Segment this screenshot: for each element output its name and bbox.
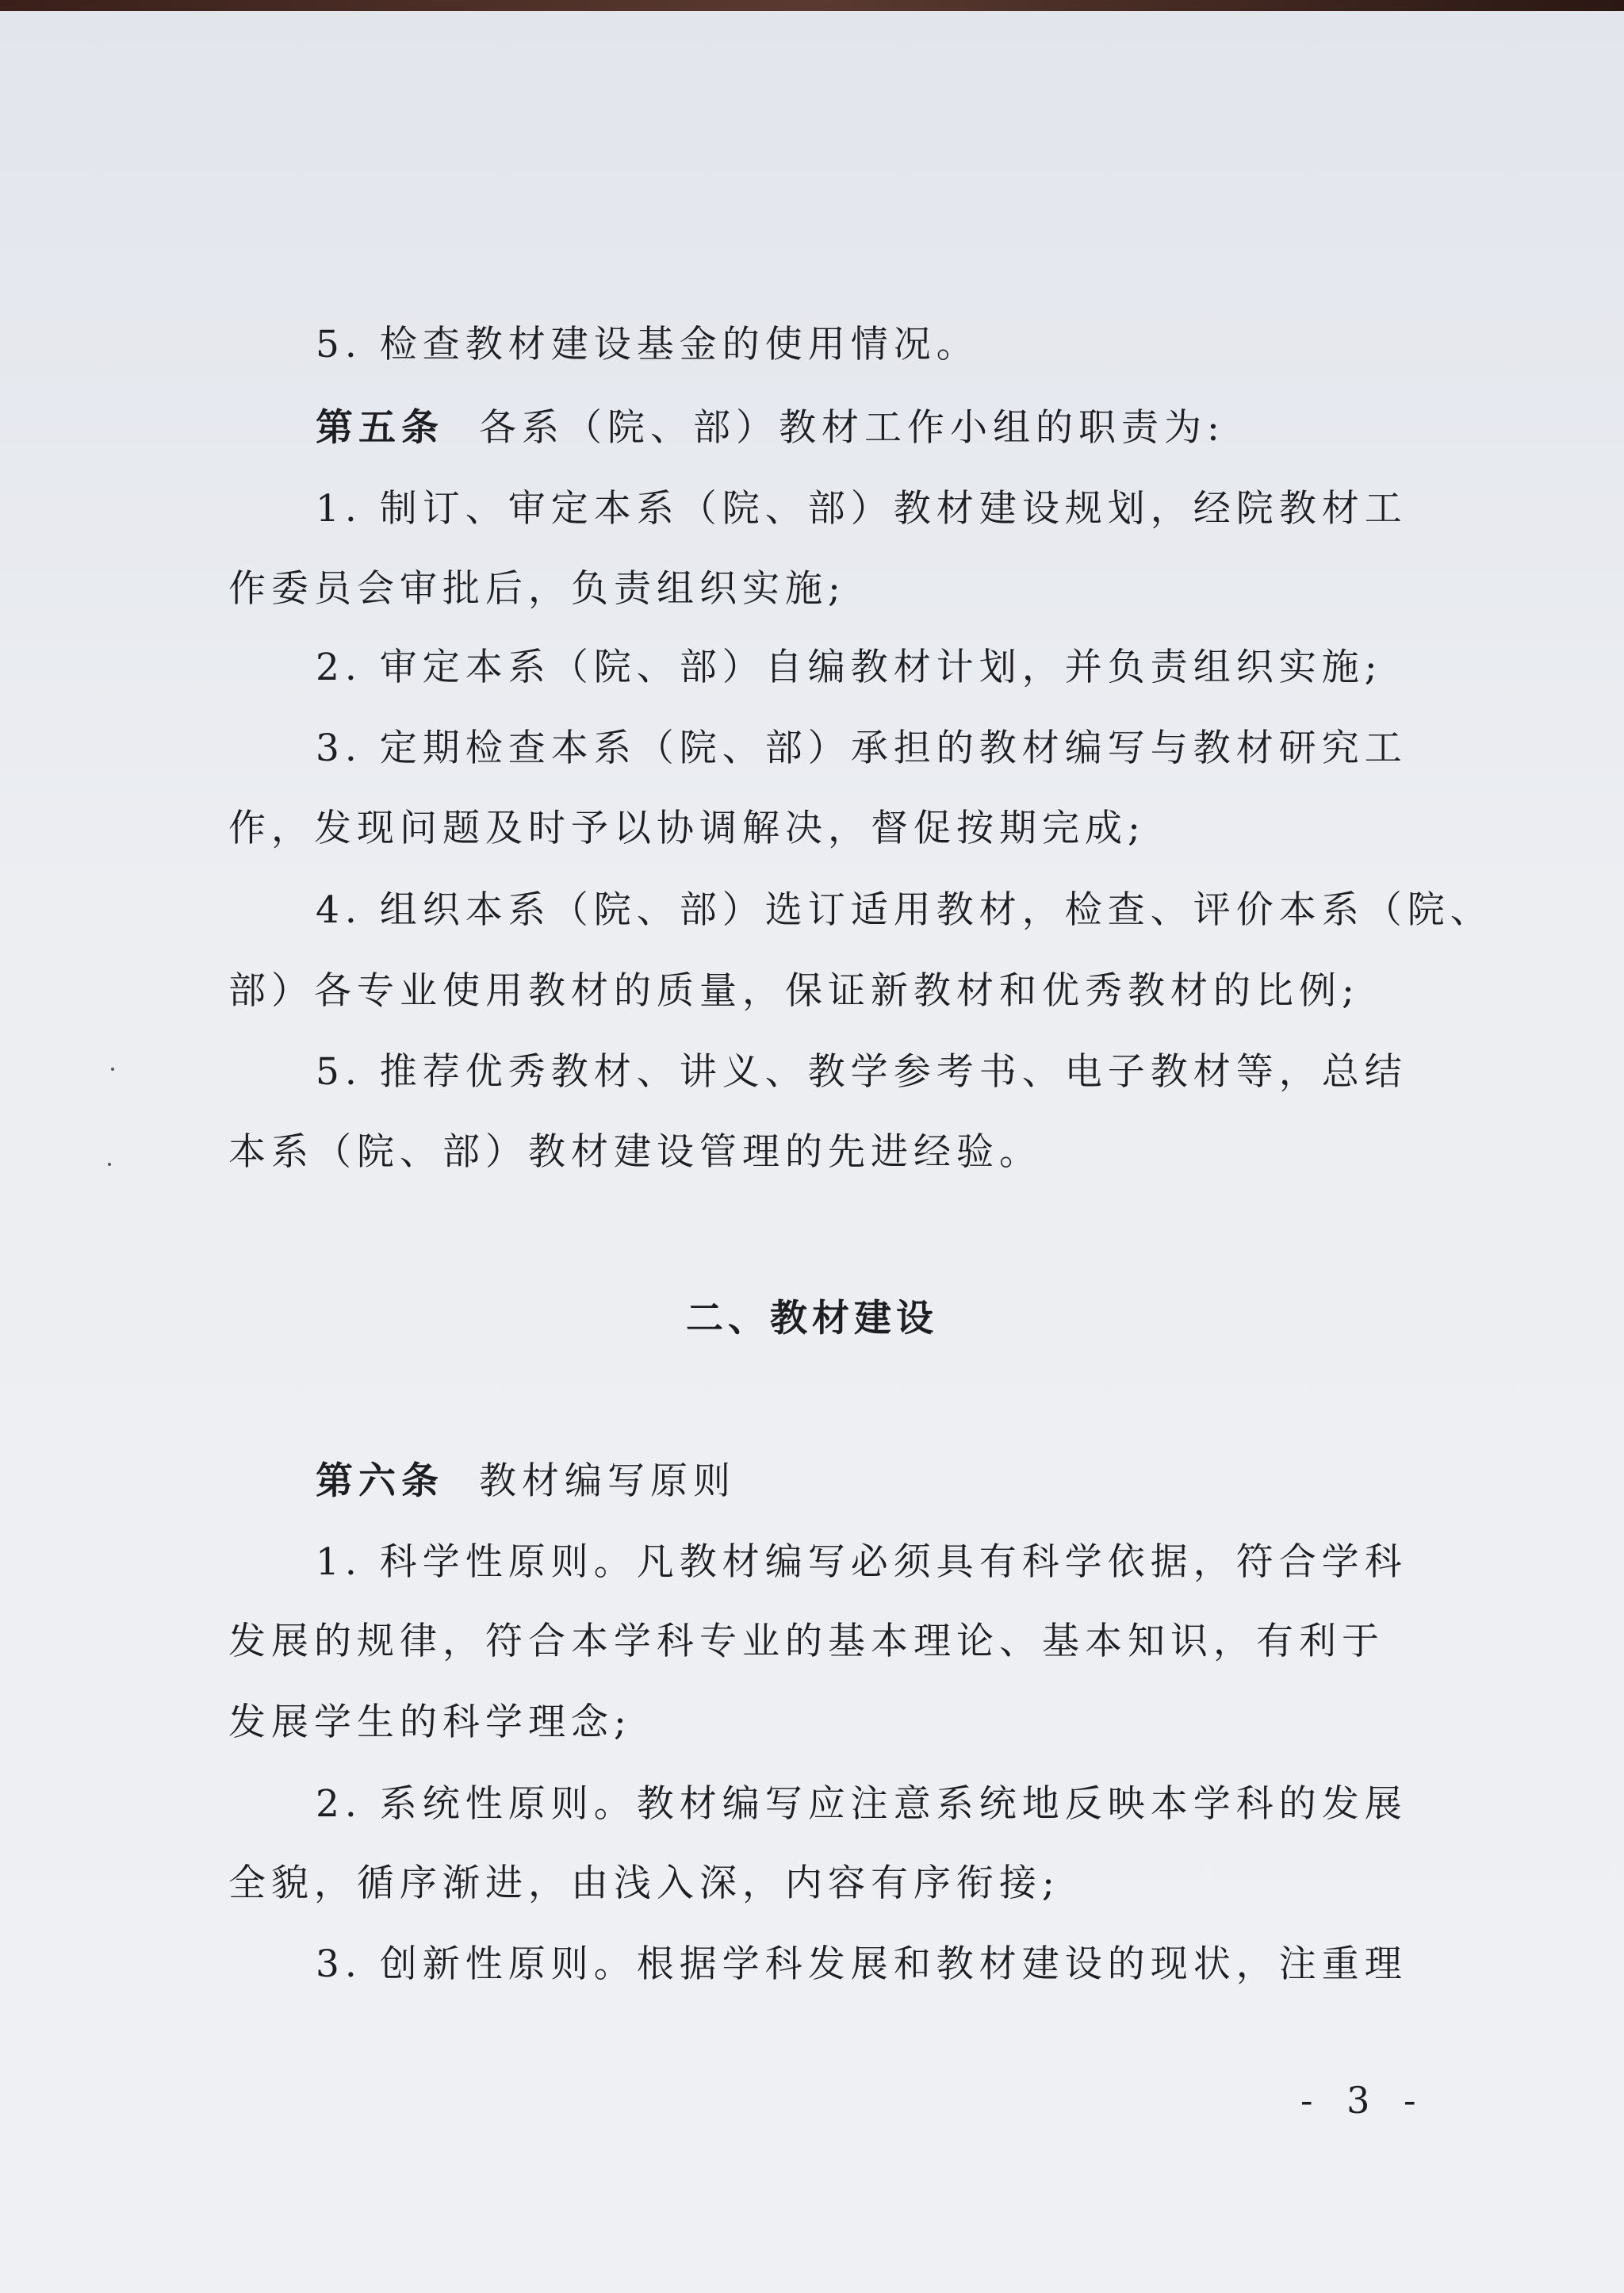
scan-top-edge <box>0 0 1624 11</box>
article-5-text: 各系（院、部）教材工作小组的职责为: <box>479 406 1225 450</box>
page-number: - 3 - <box>1300 2079 1427 2122</box>
section-heading: 二、教材建设 <box>686 1297 938 1340</box>
text-line: 5. 检查教材建设基金的使用情况。 <box>316 323 979 366</box>
scan-speck <box>111 1068 114 1071</box>
text-line: 部）各专业使用教材的质量，保证新教材和优秀教材的比例; <box>228 969 1360 1013</box>
scan-speck <box>108 1163 111 1166</box>
text-line: 本系（院、部）教材建设管理的先进经验。 <box>228 1130 1042 1174</box>
text-line: 5. 推荐优秀教材、讲义、教学参考书、电子教材等，总结 <box>316 1050 1408 1094</box>
text-line: 1. 科学性原则。凡教材编写必须具有科学依据，符合学科 <box>316 1540 1408 1584</box>
article-6-text: 教材编写原则 <box>479 1459 736 1503</box>
text-line: 2. 系统性原则。教材编写应注意系统地反映本学科的发展 <box>316 1782 1408 1826</box>
article-5-paragraph <box>316 405 1225 452</box>
text-line: 作，发现问题及时予以协调解决，督促按期完成; <box>228 807 1146 850</box>
text-line: 1. 制订、审定本系（院、部）教材建设规划，经院教材工 <box>316 487 1408 531</box>
article-6-paragraph <box>316 1458 736 1505</box>
text-line: 3. 定期检查本系（院、部）承担的教材编写与教材研究工 <box>316 727 1408 770</box>
text-line: 2. 审定本系（院、部）自编教材计划，并负责组织实施; <box>316 646 1383 689</box>
text-line: 全貌，循序渐进，由浅入深，内容有序衔接; <box>228 1862 1060 1905</box>
article-5-label: 第五条 <box>316 406 444 450</box>
text-line: 作委员会审批后，负责组织实施; <box>228 567 846 611</box>
text-line: 发展学生的科学理念; <box>228 1701 632 1744</box>
article-6-label: 第六条 <box>316 1459 444 1503</box>
text-line: 4. 组织本系（院、部）选订适用教材，检查、评价本系（院、 <box>316 888 1493 932</box>
text-line: 发展的规律，符合本学科专业的基本理论、基本知识，有利于 <box>228 1620 1385 1663</box>
text-line: 3. 创新性原则。根据学科发展和教材建设的现状，注重理 <box>316 1942 1408 1986</box>
